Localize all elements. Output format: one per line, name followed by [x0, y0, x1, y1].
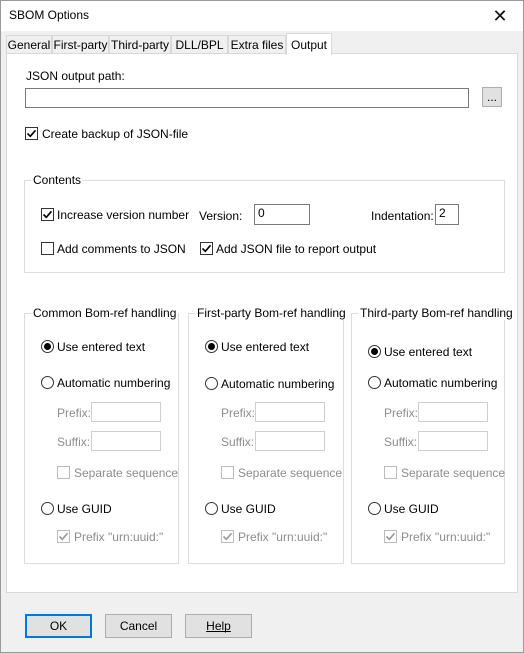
close-icon: ✕ [492, 5, 508, 26]
first-party-automatic-numbering-radio[interactable] [205, 377, 218, 390]
common-prefix-input[interactable] [91, 402, 161, 422]
common-use-entered-text-label: Use entered text [57, 340, 146, 354]
backup-json-label: Create backup of JSON-file [42, 127, 189, 141]
first-party-suffix-label: Suffix: [221, 435, 255, 449]
third-party-suffix-input[interactable] [418, 431, 488, 451]
third-party-use-entered-text-label: Use entered text [384, 345, 473, 359]
checkmark-icon [26, 128, 37, 139]
checkmark-icon [42, 209, 53, 220]
tab-dll-bpl[interactable]: DLL/BPL [171, 35, 228, 54]
tab-extra-files[interactable]: Extra files [228, 35, 286, 54]
checkmark-icon [58, 531, 69, 542]
first-party-use-entered-text-label: Use entered text [221, 340, 310, 354]
first-party-prefix-urn-label: Prefix "urn:uuid:" [238, 530, 328, 544]
first-party-prefix-label: Prefix: [221, 406, 256, 420]
tab-output[interactable]: Output [286, 33, 332, 55]
first-party-use-guid-radio[interactable] [205, 502, 218, 515]
third-party-separate-sequence-checkbox[interactable] [384, 466, 397, 479]
common-prefix-label: Prefix: [57, 406, 92, 420]
first-party-use-entered-text-radio[interactable] [205, 340, 218, 353]
tab-first-party[interactable]: First-party [52, 35, 109, 54]
backup-json-checkbox[interactable] [25, 127, 38, 140]
first-party-bomref-title: First-party Bom-ref handling [197, 306, 346, 320]
first-party-bomref-group [188, 306, 346, 564]
close-button[interactable] [477, 1, 523, 31]
first-party-separate-sequence-checkbox[interactable] [221, 466, 234, 479]
first-party-use-guid-label: Use GUID [221, 502, 276, 516]
common-use-guid-label: Use GUID [57, 502, 112, 516]
add-comments-checkbox[interactable] [41, 242, 54, 255]
common-prefix-urn-checkbox[interactable] [57, 530, 70, 543]
cancel-button[interactable]: Cancel [105, 614, 172, 638]
third-party-prefix-label: Prefix: [384, 406, 419, 420]
third-party-separate-sequence-label: Separate sequence [401, 466, 506, 480]
checkmark-icon [201, 243, 212, 254]
first-party-automatic-numbering-label: Automatic numbering [221, 377, 335, 391]
common-separate-sequence-checkbox[interactable] [57, 466, 70, 479]
first-party-suffix-input[interactable] [255, 431, 325, 451]
common-separate-sequence-label: Separate sequence [74, 466, 179, 480]
common-bomref-title: Common Bom-ref handling [33, 306, 177, 320]
common-use-guid-radio[interactable] [41, 502, 54, 515]
third-party-automatic-numbering-label: Automatic numbering [384, 376, 498, 390]
browse-button[interactable]: ... [482, 87, 502, 107]
third-party-bomref-title: Third-party Bom-ref handling [360, 306, 513, 320]
tab-third-party[interactable]: Third-party [109, 35, 171, 54]
version-input[interactable]: 0 [254, 204, 310, 225]
version-label: Version: [199, 209, 243, 223]
contents-group [24, 173, 505, 273]
tab-general[interactable]: General [6, 35, 52, 54]
title-bar [1, 1, 523, 31]
add-to-report-label: Add JSON file to report output [216, 242, 377, 256]
third-party-use-guid-label: Use GUID [384, 502, 439, 516]
third-party-suffix-label: Suffix: [384, 435, 418, 449]
window-title: SBOM Options [9, 8, 90, 22]
third-party-use-entered-text-radio[interactable] [368, 345, 381, 358]
first-party-prefix-urn-checkbox[interactable] [221, 530, 234, 543]
increase-version-label: Increase version number [57, 208, 190, 222]
output-tab-panel [6, 53, 518, 593]
ok-button[interactable]: OK [25, 614, 92, 638]
third-party-prefix-urn-label: Prefix "urn:uuid:" [401, 530, 491, 544]
third-party-prefix-urn-checkbox[interactable] [384, 530, 397, 543]
add-to-report-checkbox[interactable] [200, 242, 213, 255]
checkmark-icon [222, 531, 233, 542]
common-use-entered-text-radio[interactable] [41, 340, 54, 353]
indentation-input[interactable]: 2 [435, 204, 459, 225]
common-prefix-urn-label: Prefix "urn:uuid:" [74, 530, 164, 544]
json-output-path-label: JSON output path: [26, 69, 125, 83]
help-button[interactable] [185, 614, 252, 638]
common-automatic-numbering-radio[interactable] [41, 376, 54, 389]
increase-version-checkbox[interactable] [41, 208, 54, 221]
third-party-prefix-input[interactable] [418, 402, 488, 422]
first-party-separate-sequence-label: Separate sequence [238, 466, 343, 480]
help-button-label: Help [206, 619, 231, 633]
indentation-label: Indentation: [371, 209, 434, 223]
checkmark-icon [385, 531, 396, 542]
first-party-prefix-input[interactable] [255, 402, 325, 422]
add-comments-label: Add comments to JSON [57, 242, 186, 256]
third-party-use-guid-radio[interactable] [368, 502, 381, 515]
third-party-automatic-numbering-radio[interactable] [368, 376, 381, 389]
json-output-path-input[interactable] [25, 88, 469, 108]
third-party-bomref-group [351, 306, 513, 564]
common-automatic-numbering-label: Automatic numbering [57, 376, 171, 390]
common-suffix-label: Suffix: [57, 435, 91, 449]
contents-group-title: Contents [33, 173, 82, 187]
common-bomref-group [24, 306, 179, 564]
common-suffix-input[interactable] [91, 431, 161, 451]
